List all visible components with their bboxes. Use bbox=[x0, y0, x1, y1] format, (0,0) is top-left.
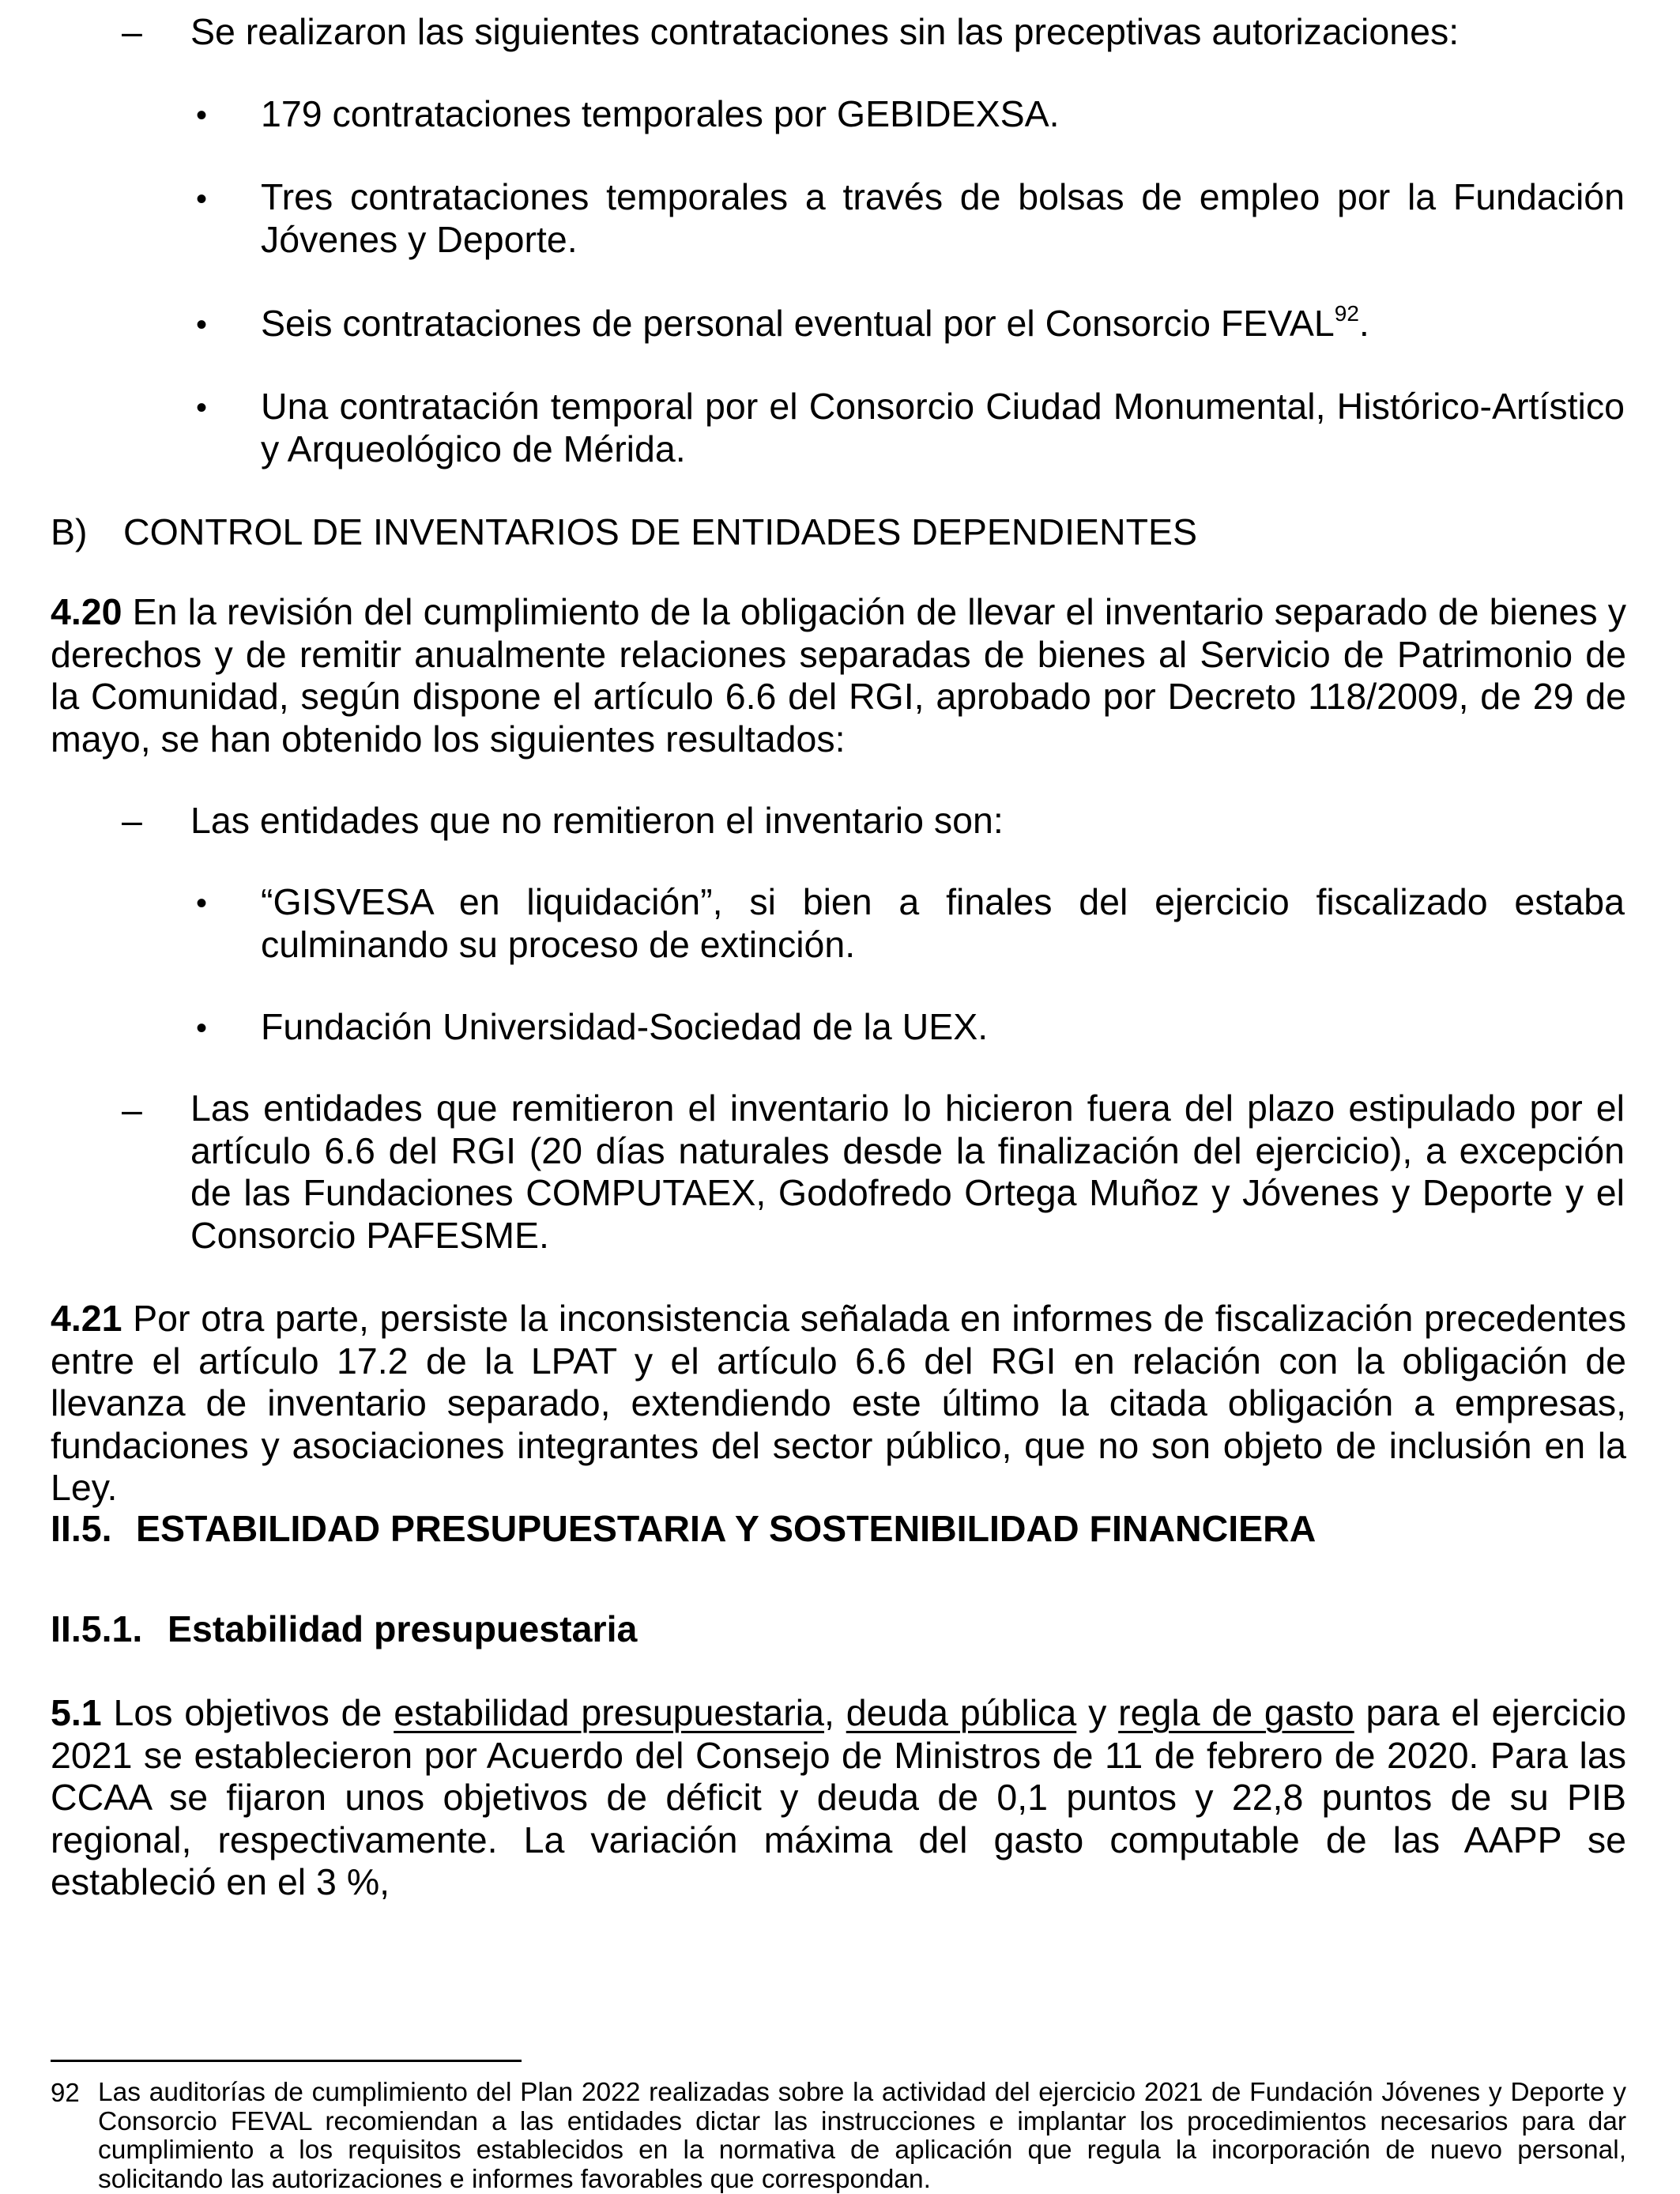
contrataciones-intro: Se realizaron las siguientes contrataciones sin las preceptivas autorizaciones: bbox=[190, 11, 1460, 52]
contratacion-item: 179 contrataciones temporales por GEBIDEXSA. bbox=[261, 93, 1060, 134]
section-b-title: CONTROL DE INVENTARIOS DE ENTIDADES DEPENDIENTES bbox=[123, 511, 1198, 552]
paragraph-number: 4.21 bbox=[51, 1298, 122, 1339]
paragraph-number: 4.20 bbox=[51, 591, 122, 632]
bullet-marker: • bbox=[196, 307, 208, 342]
paragraph-4-21: 4.21 Por otra parte, persiste la inconsistencia señalada en informes de fiscalización precedentes entre el artículo 17.2 de la LPAT y el artículo 6.6 del RGI en relación con la obligación de llevanza de inventario separado, extendiendo este último la citada obligación a empresas, fundaciones y asociaciones integrantes del sector público, que no son objeto de inclusión en la Ley. bbox=[51, 1298, 1626, 1508]
contratacion-item: Una contratación temporal por el Consorcio Ciudad Monumental, Histórico-Artístico y Arqueológico de Mérida. bbox=[261, 386, 1625, 469]
bullet-marker: • bbox=[196, 98, 208, 133]
dash-marker: – bbox=[122, 1089, 142, 1130]
section-b-letter: B) bbox=[51, 511, 88, 552]
dash-marker: – bbox=[122, 800, 142, 841]
contratacion-item: Tres contrataciones temporales a través de bolsas de empleo por la Fundación Jóvenes y Deporte. bbox=[261, 176, 1625, 260]
footnote-number: 92 bbox=[51, 2078, 80, 2107]
contratacion-item: Seis contrataciones de personal eventual por el Consorcio FEVAL$^{92}$. bbox=[261, 301, 1369, 344]
subsection-heading-number: II.5.1. bbox=[51, 1608, 143, 1649]
contratacion-item-text: Seis contrataciones de personal eventual por el Consorcio FEVAL bbox=[261, 303, 1335, 344]
footnote-separator bbox=[51, 2060, 522, 2062]
link-deuda-publica[interactable]: deuda pública bbox=[846, 1692, 1077, 1733]
paragraph-number: 5.1 bbox=[51, 1692, 102, 1733]
subsection-heading-title: Estabilidad presupuestaria bbox=[168, 1608, 638, 1649]
paragraph-4-20: 4.20 En la revisión del cumplimiento de la obligación de llevar el inventario separado de bienes y derechos y de remitir anualmente relaciones separadas de bienes al Servicio de Patrimonio de la Comunidad, según dispone el artículo 6.6 del RGI, aprobado por Decreto 118/2009, de 29 de mayo, se han obtenido los siguientes resultados: bbox=[51, 591, 1626, 760]
footnote-ref-92[interactable]: 92 bbox=[1334, 301, 1359, 326]
bullet-marker: • bbox=[196, 390, 208, 425]
bullet-marker: • bbox=[196, 1011, 208, 1046]
section-heading-title: ESTABILIDAD PRESUPUESTARIA Y SOSTENIBILIDAD FINANCIERA bbox=[136, 1508, 1317, 1549]
link-estabilidad-presupuestaria[interactable]: estabilidad presupuestaria bbox=[394, 1692, 824, 1733]
link-regla-de-gasto[interactable]: regla de gasto bbox=[1118, 1692, 1354, 1733]
dash-marker: – bbox=[122, 11, 142, 52]
paragraph-5-1: 5.1 Los objetivos de estabilidad presupuestaria, deuda pública y regla de gasto para el ejercicio 2021 se establecieron por Acuerdo del Consejo de Ministros de 11 de febrero de 2020. Para las CCAA se fijaron unos objetivos de déficit y deuda de 0,1 puntos y 22,8 puntos de su PIB regional, respectivamente. La variación máxima del gasto computable de las AAPP se estableció en el 3 %, bbox=[51, 1692, 1627, 1902]
bullet-marker: • bbox=[196, 886, 208, 921]
entidad-item: Fundación Universidad-Sociedad de la UEX. bbox=[261, 1006, 989, 1047]
bullet-marker: • bbox=[196, 182, 208, 217]
inventario-no-remitido: Las entidades que no remitieron el inventario son: bbox=[190, 800, 1004, 841]
section-heading-number: II.5. bbox=[51, 1508, 112, 1549]
footnote-text: Las auditorías de cumplimiento del Plan 2022 realizadas sobre la actividad del ejercicio 2021 de Fundación Jóvenes y Deporte y Consorcio FEVAL recomiendan a las entidades dictar las instrucciones e implantar los procedimientos necesarios para dar cumplimiento a los requisitos establecidos en la normativa de aplicación que regula la incorporación de nuevo personal, solicitando las autorizaciones e informes favorables que correspondan. bbox=[98, 2078, 1626, 2194]
inventario-fuera-plazo: Las entidades que remitieron el inventario lo hicieron fuera del plazo estipulado por el artículo 6.6 del RGI (20 días naturales desde la finalización del ejercicio), a excepción de las Fundaciones COMPUTAEX, Godofredo Ortega Muñoz y Jóvenes y Deporte y el Consorcio PAFESME. bbox=[190, 1088, 1625, 1256]
entidad-item: “GISVESA en liquidación”, si bien a finales del ejercicio fiscalizado estaba culminando su proceso de extinción. bbox=[261, 881, 1625, 965]
